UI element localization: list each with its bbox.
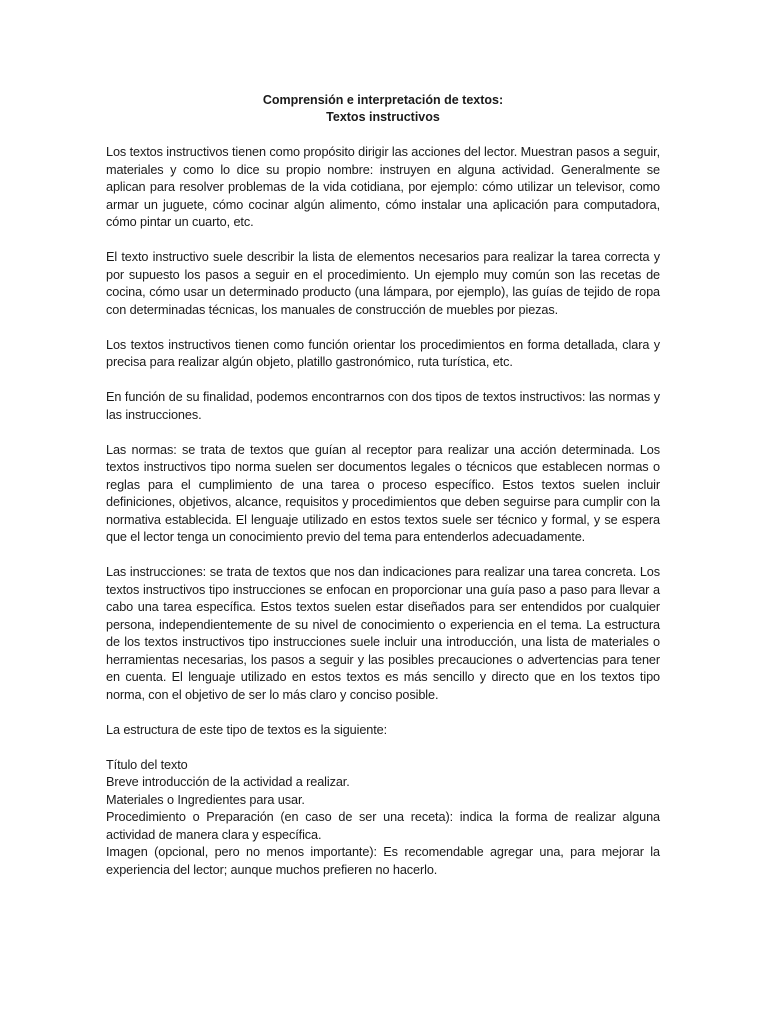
list-item: Breve introducción de la actividad a realizar. (106, 775, 350, 789)
paragraph-types: En función de su finalidad, podemos encontrarnos con dos tipos de textos instructivos: las normas y las instrucciones. (106, 390, 660, 422)
title-line-2: Textos instructivos (326, 110, 440, 124)
paragraph-instrucciones: Las instrucciones: se trata de textos que nos dan indicaciones para realizar una tarea concreta. Los textos instructivos tipo instrucciones se enfocan en proporcionar una guía paso a paso para llevar a cabo una tarea específica. Estos textos suelen estar diseñados para ser entendidos por cualquier persona, independientemente de su nivel de conocimiento o experiencia en el tema. La estructura de los textos instructivos tipo instrucciones suele incluir una introducción, una lista de materiales o herramientas necesarias, los pasos a seguir y las posibles precauciones o advertencias para tener en cuenta. El lenguaje utilizado en estos textos es más sencillo y directo que en los textos tipo norma, con el objetivo de ser lo más claro y conciso posible. (106, 565, 660, 702)
list-item: Título del texto (106, 757, 188, 772)
paragraph-structure-intro: La estructura de este tipo de textos es la siguiente: (106, 722, 388, 737)
document-page (106, 92, 660, 879)
paragraph-intro: Los textos instructivos tienen como propósito dirigir las acciones del lector. Muestran pasos a seguir, materiales y como lo dice su propio nombre: instruyen en alguna actividad. Generalmente se aplican para resolver problemas de la vida cotidiana, por ejemplo: cómo utilizar un televisor, como armar un juguete, cómo cocinar algún alimento, cómo instalar una aplicación para computadora, cómo pintar un cuarto, etc. (106, 145, 660, 229)
document-title (106, 92, 660, 126)
list-item: Materiales o Ingredientes para usar. (106, 792, 305, 807)
paragraph-normas: Las normas: se trata de textos que guían al receptor para realizar una acción determinada. Los textos instructivos tipo norma suelen ser documentos legales o técnicos que establecen normas o reglas para el cumplimiento de una tarea o proceso específico. Estos textos suelen incluir definiciones, objetivos, alcance, requisitos y procedimientos que deben seguirse para cumplir con la normativa establecida. El lenguaje utilizado en estos textos suele ser técnico y formal, y se espera que el lector tenga un conocimiento previo del tema para entenderlos adecuadamente. (106, 442, 660, 544)
paragraph-function: Los textos instructivos tienen como función orientar los procedimientos en forma detallada, clara y precisa para realizar algún objeto, platillo gastronómico, ruta turística, etc. (106, 337, 660, 369)
paragraph-description: El texto instructivo suele describir la lista de elementos necesarios para realizar la tarea correcta y por supuesto los pasos a seguir en el procedimiento. Un ejemplo muy común son las recetas de cocina, cómo usar un determinado producto (una lámpara, por ejemplo), las guías de tejido de ropa con determinadas técnicas, los manuales de construcción de muebles por piezas. (106, 250, 660, 317)
title-line-1: Comprensión e interpretación de textos: (262, 93, 504, 107)
list-item: Imagen (opcional, pero no menos importante): Es recomendable agregar una, para mejorar la experiencia del lector; aunque muchos prefieren no hacerlo. (106, 845, 660, 877)
list-item: Procedimiento o Preparación (en caso de ser una receta): indica la forma de realizar alguna actividad de manera clara y específica. (106, 810, 660, 842)
structure-list (106, 757, 660, 880)
